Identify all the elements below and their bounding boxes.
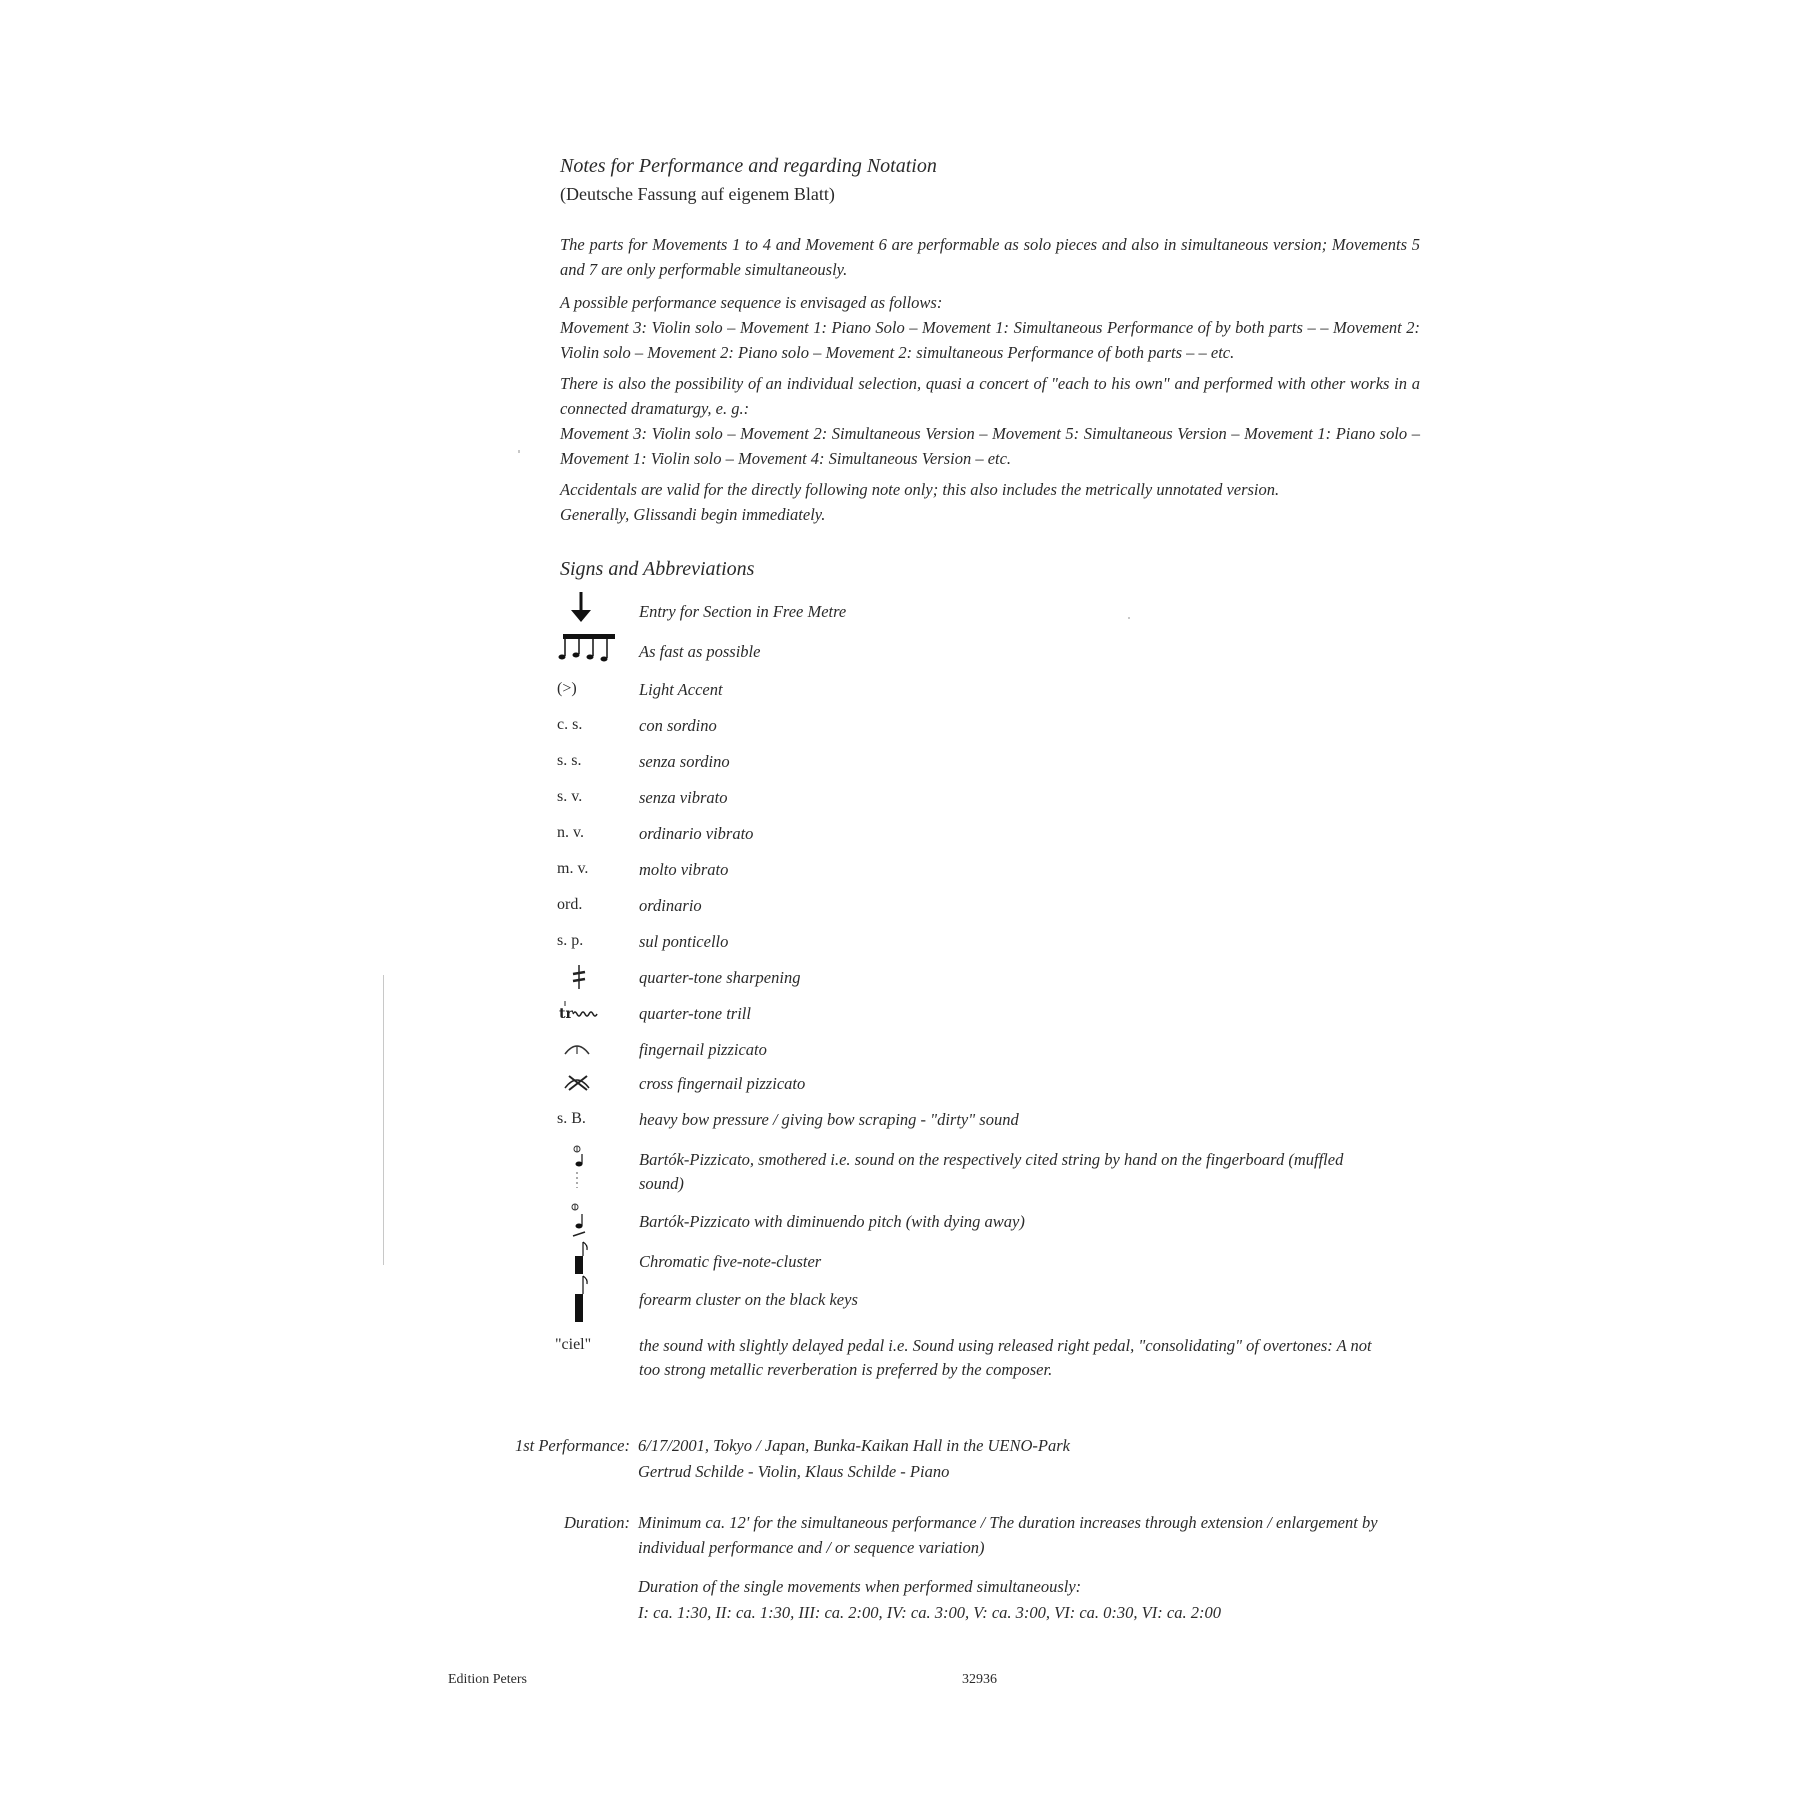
sign-label: senza vibrato — [639, 788, 728, 807]
page-title: Notes for Performance and regarding Notation — [560, 155, 937, 177]
notes-paragraph-5: Movement 3: Violin solo – Movement 2: Simultaneous Version – Movement 5: Simultaneous Version – Movement 1: Piano solo – Movement 1: Violin solo – Movement 4: Simultaneous Version – etc. — [560, 424, 1420, 468]
sign-row — [555, 926, 1455, 956]
sign-row — [555, 636, 1455, 666]
sign-row — [555, 746, 1455, 776]
notes-paragraph-6: Accidentals are valid for the directly following note only; this also includes the metrically unnotated version. — [560, 480, 1280, 499]
notes-paragraph-1: The parts for Movements 1 to 4 and Movement 6 are performable as solo pieces and also in simultaneous version; Movements 5 and 7 are only performable simultaneously. — [560, 235, 1420, 279]
sign-label: senza sordino — [639, 752, 730, 771]
sign-row — [555, 710, 1455, 740]
sign-label: Entry for Section in Free Metre — [639, 602, 847, 621]
notes-paragraph-2: A possible performance sequence is envisaged as follows: — [560, 293, 943, 312]
sign-label: molto vibrato — [639, 860, 729, 879]
bartok-pizzicato-muffled-icon — [555, 1144, 635, 1200]
cross-fingernail-pizzicato-icon — [555, 1068, 635, 1098]
sign-symbol: "ciel" — [555, 1336, 592, 1353]
page-subtitle: (Deutsche Fassung auf eigenem Blatt) — [560, 184, 835, 204]
sign-row — [555, 962, 1455, 992]
first-performance-label: 1st Performance: — [514, 1436, 630, 1455]
scan-artifact-dot — [1128, 617, 1130, 619]
sign-symbol: m. v. — [557, 860, 589, 877]
arrow-down-icon — [555, 596, 635, 626]
sign-row — [555, 1246, 1455, 1286]
sign-label: Light Accent — [639, 680, 723, 699]
sign-label: quarter-tone trill — [639, 1004, 751, 1023]
sign-row — [555, 1330, 1455, 1384]
sign-row — [555, 854, 1455, 884]
quarter-tone-trill-icon — [555, 998, 635, 1028]
duration-line-2: Duration of the single movements when performed simultaneously: — [638, 1577, 1082, 1596]
sign-symbol: s. s. — [557, 752, 582, 769]
duration-label: Duration: — [564, 1513, 630, 1532]
sign-row — [555, 890, 1455, 920]
sign-row — [555, 1284, 1455, 1332]
signs-heading: Signs and Abbreviations — [560, 558, 755, 580]
sign-label: quarter-tone sharpening — [639, 968, 801, 987]
sign-row — [555, 1206, 1455, 1246]
sign-row — [555, 998, 1455, 1028]
sign-row — [555, 674, 1455, 704]
svg-text:tr: tr — [559, 1006, 573, 1022]
fingernail-pizzicato-icon — [555, 1034, 635, 1064]
first-performance-line-2: Gertrud Schilde - Violin, Klaus Schilde - Piano — [638, 1462, 950, 1481]
sign-label: Bartók-Pizzicato, smothered i.e. sound on the respectively cited string by hand on the fingerboard (muffled sound) — [639, 1150, 1344, 1193]
notes-paragraph-3: Movement 3: Violin solo – Movement 1: Piano Solo – Movement 1: Simultaneous Performance of by both parts – – Movement 2: Violin solo – Movement 2: Piano solo – Movement 2: simultaneous Performance of both parts – – etc. — [560, 318, 1420, 362]
sign-symbol: n. v. — [557, 824, 584, 841]
sign-label: Chromatic five-note-cluster — [639, 1252, 822, 1271]
quarter-tone-sharp-icon — [555, 962, 635, 992]
sign-label: Bartók-Pizzicato with diminuendo pitch (with dying away) — [639, 1212, 1025, 1231]
sign-symbol: ord. — [557, 896, 583, 913]
scan-artifact-line — [383, 975, 384, 1265]
sign-row — [555, 782, 1455, 812]
sign-symbol: (>) — [557, 680, 577, 697]
sign-row — [555, 1144, 1455, 1198]
sign-symbol: s. B. — [557, 1110, 586, 1127]
sign-symbol: s. v. — [557, 788, 583, 805]
sign-label: cross fingernail pizzicato — [639, 1074, 806, 1093]
sign-label: con sordino — [639, 716, 717, 735]
sign-label: heavy bow pressure / giving bow scraping - "dirty" sound — [639, 1110, 1019, 1129]
first-performance-line-1: 6/17/2001, Tokyo / Japan, Bunka-Kaikan Hall in the UENO-Park — [638, 1436, 1071, 1455]
sign-label: fingernail pizzicato — [639, 1040, 767, 1059]
sign-label: As fast as possible — [639, 642, 761, 661]
black-key-cluster-icon — [555, 1284, 635, 1332]
scan-artifact-dot — [518, 450, 520, 453]
sign-row — [555, 596, 1455, 626]
beamed-notes-icon — [555, 636, 635, 666]
sign-symbol: s. p. — [557, 932, 584, 949]
notes-paragraph-7: Generally, Glissandi begin immediately. — [560, 505, 826, 524]
publisher-name: Edition Peters — [448, 1672, 527, 1687]
duration-line-3: I: ca. 1:30, II: ca. 1:30, III: ca. 2:00, IV: ca. 3:00, V: ca. 3:00, VI: ca. 0:30, VI: ca. 2:00 — [638, 1603, 1221, 1622]
notes-paragraph-4: There is also the possibility of an individual selection, quasi a concert of "each to his own" and performed with other works in a connected dramaturgy, e. g.: — [560, 374, 1420, 418]
sign-row — [555, 1034, 1455, 1064]
duration-line-1: Minimum ca. 12' for the simultaneous performance / The duration increases through extension / enlargement by individual performance and / or sequence variation) — [638, 1513, 1378, 1557]
plate-number: 32936 — [962, 1672, 997, 1687]
sign-row — [555, 1104, 1455, 1134]
sign-row — [555, 1068, 1455, 1098]
sign-label: ordinario — [639, 896, 702, 915]
sign-label: ordinario vibrato — [639, 824, 754, 843]
sign-row — [555, 818, 1455, 848]
sign-symbol: c. s. — [557, 716, 583, 733]
sign-label: the sound with slightly delayed pedal i.e. Sound using released right pedal, "consolidating" of overtones: A not too strong metallic reverberation is preferred by the composer. — [639, 1336, 1372, 1379]
sign-label: sul ponticello — [639, 932, 729, 951]
sign-label: forearm cluster on the black keys — [639, 1290, 858, 1309]
